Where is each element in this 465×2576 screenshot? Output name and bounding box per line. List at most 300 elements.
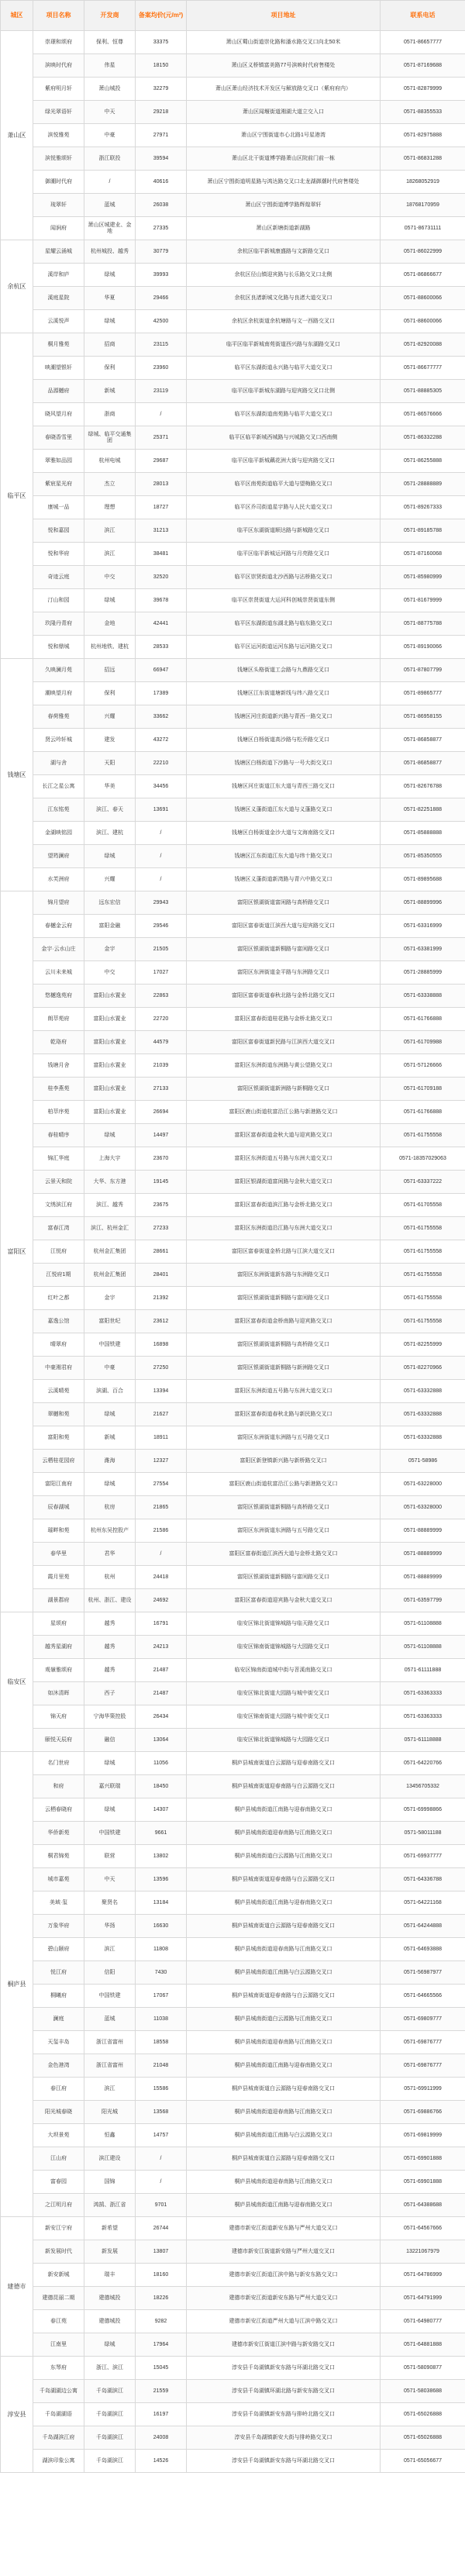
- phone-cell: 0571-63332888: [381, 1380, 465, 1403]
- project-name-cell: 湖与舍: [33, 752, 84, 775]
- address-cell: 临平区运河街道运河东路与运河路交叉口: [187, 636, 381, 659]
- developer-cell: 富阳山水置业: [84, 1101, 136, 1124]
- table-row: [1, 1147, 465, 1171]
- developer-cell: 滨江: [84, 519, 136, 543]
- project-name-cell: 星耀云涌城: [33, 240, 84, 264]
- table-row: [1, 1380, 465, 1403]
- table-row: [1, 357, 465, 380]
- phone-cell: 0571-69901888: [381, 2171, 465, 2194]
- address-cell: 富阳区鹿山街道杭富沿江公路与新港路交叉口: [187, 1473, 381, 1496]
- developer-cell: 新希望: [84, 2217, 136, 2240]
- avg-price-cell: 29687: [136, 450, 187, 473]
- phone-cell: 0571-69809777: [381, 2008, 465, 2031]
- address-cell: 萧山区宁围街道市心北路1号星港湾: [187, 124, 381, 147]
- table-row: [1, 1589, 465, 1612]
- developer-cell: 富阳山水置业: [84, 985, 136, 1008]
- project-name-cell: 春江府: [33, 2078, 84, 2101]
- project-name-cell: 品源樾府: [33, 380, 84, 403]
- address-cell: 富阳区银湖街道新桐路与高桥路交叉口: [187, 1496, 381, 1519]
- project-name-cell: 红叶之都: [33, 1287, 84, 1310]
- phone-cell: 0571-88885305: [381, 380, 465, 403]
- table-row: [1, 1310, 465, 1333]
- table-row: [1, 1101, 465, 1124]
- address-cell: 萧山区宁围街道明星路与鸿达路交叉口北龙湖御潮时代府售楼处: [187, 171, 381, 194]
- address-cell: 富阳区东洲街道沿江路与东洲大道交叉口: [187, 1217, 381, 1240]
- project-name-cell: 嘉逸公馆: [33, 1310, 84, 1333]
- project-name-cell: 晓风望月府: [33, 403, 84, 426]
- project-name-cell: 云溪悦声: [33, 310, 84, 333]
- avg-price-cell: 28533: [136, 636, 187, 659]
- project-name-cell: 云溪晴苑: [33, 1380, 84, 1403]
- avg-price-cell: 39594: [136, 147, 187, 171]
- project-name-cell: 崇璟和颂府: [33, 31, 84, 54]
- developer-cell: 远东宏信: [84, 891, 136, 915]
- phone-cell: 0571-57126666: [381, 1054, 465, 1078]
- address-cell: 桐庐县城南街道白云源路与江南路交叉口: [187, 2008, 381, 2031]
- address-cell: 临平区临平新城西城路与兴城路交叉口西南侧: [187, 426, 381, 450]
- phone-cell: 0571-89185788: [381, 519, 465, 543]
- header-address: 项目地址: [187, 1, 381, 31]
- table-row: [1, 1403, 465, 1426]
- developer-cell: 杭房: [84, 1496, 136, 1519]
- project-name-cell: 湖滨印象公寓: [33, 2450, 84, 2473]
- developer-cell: 绿城: [84, 1752, 136, 1775]
- developer-cell: 滨江: [84, 543, 136, 566]
- developer-cell: 杰立: [84, 473, 136, 496]
- table-row: [1, 1426, 465, 1450]
- project-name-cell: 悦和鼎城: [33, 636, 84, 659]
- avg-price-cell: 23115: [136, 333, 187, 357]
- address-cell: 萧山区北干街道博学路萧山区院前门前一栋: [187, 147, 381, 171]
- table-row: [1, 1636, 465, 1659]
- phone-cell: 0571-61709188: [381, 1078, 465, 1101]
- avg-price-cell: 21559: [136, 2380, 187, 2403]
- developer-cell: 联营: [84, 1845, 136, 1868]
- project-name-cell: 越秀星湖府: [33, 1636, 84, 1659]
- avg-price-cell: 21048: [136, 2054, 187, 2078]
- developer-cell: 绿城: [84, 310, 136, 333]
- address-cell: 临平区乔司街道星宇路与人民大道交叉口: [187, 496, 381, 519]
- table-row: [1, 473, 465, 496]
- address-cell: 桐庐县城南街道白云源路与迎春南路交叉口: [187, 2078, 381, 2101]
- avg-price-cell: /: [136, 2147, 187, 2171]
- table-row: [1, 1333, 465, 1357]
- project-name-cell: 康城一品: [33, 496, 84, 519]
- developer-cell: 千岛湖滨江: [84, 2450, 136, 2473]
- avg-price-cell: 28401: [136, 1264, 187, 1287]
- phone-cell: 0571-86731111: [381, 217, 465, 240]
- project-name-cell: 之江明月府: [33, 2194, 84, 2217]
- phone-cell: 0571-58986: [381, 1450, 465, 1473]
- table-row: [1, 2240, 465, 2264]
- developer-cell: 千岛湖滨江: [84, 2380, 136, 2403]
- address-cell: 临安区锦北街道锦城路与临天路交叉口: [187, 1612, 381, 1636]
- avg-price-cell: 14757: [136, 2124, 187, 2147]
- address-cell: 桐庐县城南街道迎春南路与江南路交叉口: [187, 1938, 381, 1961]
- table-row: [1, 2101, 465, 2124]
- avg-price-cell: 21865: [136, 1496, 187, 1519]
- developer-cell: 千岛湖滨江: [84, 2403, 136, 2426]
- address-cell: 钱塘区义蓬街道新湾路与青六中路交叉口: [187, 868, 381, 891]
- project-name-cell: 桐君锦苑: [33, 1845, 84, 1868]
- avg-price-cell: 29466: [136, 287, 187, 310]
- table-row: [1, 1891, 465, 1915]
- phone-cell: 0571-61755558: [381, 1217, 465, 1240]
- project-name-cell: 溪庭星院: [33, 287, 84, 310]
- avg-price-cell: 27554: [136, 1473, 187, 1496]
- phone-cell: 0571-86866677: [381, 264, 465, 287]
- phone-cell: 0571-61705558: [381, 1194, 465, 1217]
- developer-cell: 杭州东吴控股产: [84, 1519, 136, 1543]
- phone-cell: 0571-89865777: [381, 682, 465, 705]
- address-cell: 临安区锦南街道城中街与苕溪南路交叉口: [187, 1659, 381, 1682]
- avg-price-cell: 25371: [136, 426, 187, 450]
- address-cell: 萧山区闻堰街道湘湖大道立交入口: [187, 101, 381, 124]
- phone-cell: 0571-82879999: [381, 78, 465, 101]
- address-cell: 富阳区东洲街道五号路与东洲大道交叉口: [187, 1147, 381, 1171]
- project-name-cell: 长江之星公寓: [33, 775, 84, 798]
- project-name-cell: 华侨新苑: [33, 1822, 84, 1845]
- address-cell: 桐庐县城南街道江南路与迎春南路交叉口: [187, 2054, 381, 2078]
- avg-price-cell: 39993: [136, 264, 187, 287]
- developer-cell: 鸿鹄、浙江省: [84, 2194, 136, 2217]
- phone-cell: 0571-69911999: [381, 2078, 465, 2101]
- table-row: [1, 426, 465, 450]
- address-cell: 富阳区银湖街道新洲路与新桐路交叉口: [187, 1078, 381, 1101]
- table-row: [1, 1264, 465, 1287]
- developer-cell: 恒鑫: [84, 2124, 136, 2147]
- table-row: [1, 915, 465, 938]
- address-cell: 钱塘区头格街道工会路与九鼎路交叉口: [187, 659, 381, 682]
- project-name-cell: 阳光城春晓: [33, 2101, 84, 2124]
- phone-cell: 0571-18357029063: [381, 1147, 465, 1171]
- address-cell: 萧山区蜀山街道崇化路和潘水路交叉口向北50米: [187, 31, 381, 54]
- phone-cell: 18768170959: [381, 194, 465, 217]
- avg-price-cell: 26744: [136, 2217, 187, 2240]
- project-name-cell: 桂李燕苑: [33, 1078, 84, 1101]
- developer-cell: 绿城: [84, 1473, 136, 1496]
- project-name-cell: 霞月里苑: [33, 1566, 84, 1589]
- address-cell: 临平区崇贤街道大运河科创城崇贤街道东侧: [187, 589, 381, 612]
- phone-cell: 0571-88889999: [381, 1566, 465, 1589]
- developer-cell: 招远: [84, 659, 136, 682]
- project-name-cell: 悦和华府: [33, 543, 84, 566]
- avg-price-cell: 13064: [136, 1729, 187, 1752]
- avg-price-cell: 21039: [136, 1054, 187, 1078]
- address-cell: 建德市新安江街道江滨中路与新安路交叉口: [187, 2333, 381, 2357]
- table-row: [1, 217, 465, 240]
- address-cell: 桐庐县城南街道白云源路与江南路交叉口: [187, 1845, 381, 1868]
- table-row: [1, 612, 465, 636]
- avg-price-cell: 39678: [136, 589, 187, 612]
- address-cell: 萧山区新塘街道新湖路: [187, 217, 381, 240]
- developer-cell: 浙江、滨江: [84, 2357, 136, 2380]
- project-name-cell: 金湖映铭园: [33, 822, 84, 845]
- table-row: [1, 1217, 465, 1240]
- address-cell: 富阳区富春街道迎宾路与金秋大道交叉口: [187, 1589, 381, 1612]
- table-row: [1, 171, 465, 194]
- table-row: [1, 543, 465, 566]
- phone-cell: 0571-81679999: [381, 589, 465, 612]
- avg-price-cell: 17964: [136, 2333, 187, 2357]
- address-cell: 富阳区银湖街道新桐路与新洲路交叉口: [187, 1357, 381, 1380]
- developer-cell: 滨江、越秀: [84, 1194, 136, 1217]
- phone-cell: 0571-63597799: [381, 1589, 465, 1612]
- table-row: [1, 1845, 465, 1868]
- project-name-cell: 春樾金云府: [33, 915, 84, 938]
- phone-cell: 0571-56987977: [381, 1961, 465, 1985]
- avg-price-cell: 26694: [136, 1101, 187, 1124]
- address-cell: 富阳区银湖街道新桐路与富闲路交叉口: [187, 1287, 381, 1310]
- avg-price-cell: 11808: [136, 1938, 187, 1961]
- project-name-cell: 碧山颐府: [33, 1938, 84, 1961]
- table-row: [1, 798, 465, 822]
- table-row: [1, 1752, 465, 1775]
- address-cell: 临安区锦南街道大园路与城中街交叉口: [187, 1705, 381, 1729]
- developer-cell: 杭州电城: [84, 450, 136, 473]
- phone-cell: 0571-88889999: [381, 1519, 465, 1543]
- project-name-cell: 观嶺雅颂府: [33, 1659, 84, 1682]
- address-cell: 桐庐县城南街道江南路与白云源路交叉口: [187, 2124, 381, 2147]
- district-cell: 桐庐县: [1, 1752, 33, 2217]
- project-name-cell: 颐悦天辰府: [33, 1729, 84, 1752]
- table-row: [1, 78, 465, 101]
- avg-price-cell: 29546: [136, 915, 187, 938]
- address-cell: 临安区锦北街道大园路与城中街交叉口: [187, 1682, 381, 1705]
- table-row: [1, 310, 465, 333]
- phone-cell: 0571-82975888: [381, 124, 465, 147]
- address-cell: 富阳区富春街道金桥北路与江滨大道交叉口: [187, 1240, 381, 1264]
- table-row: [1, 705, 465, 729]
- district-cell: 萧山区: [1, 31, 33, 240]
- phone-cell: 0571-61108888: [381, 1636, 465, 1659]
- project-name-cell: 和府: [33, 1775, 84, 1798]
- address-cell: 桐庐县城南街道迎春南路与江南路交叉口: [187, 2031, 381, 2054]
- avg-price-cell: 7430: [136, 1961, 187, 1985]
- project-name-cell: 汀山和园: [33, 589, 84, 612]
- phone-cell: 0571-88600066: [381, 287, 465, 310]
- developer-cell: 华夏: [84, 287, 136, 310]
- developer-cell: 聚贤名: [84, 1891, 136, 1915]
- table-row: [1, 2124, 465, 2147]
- avg-price-cell: 24418: [136, 1566, 187, 1589]
- developer-cell: 富阳世纪: [84, 1310, 136, 1333]
- phone-cell: 0571-63363333: [381, 1682, 465, 1705]
- developer-cell: 绿城: [84, 1403, 136, 1426]
- address-cell: 钱塘区白杨街道高沙路与松乔路交叉口: [187, 729, 381, 752]
- table-row: [1, 2171, 465, 2194]
- address-cell: 临平区东湖街道南苑路与临平大道交叉口: [187, 403, 381, 426]
- address-cell: 富阳区银湖街道新桐路与富闲路交叉口: [187, 1566, 381, 1589]
- table-row: [1, 589, 465, 612]
- avg-price-cell: 33375: [136, 31, 187, 54]
- avg-price-cell: 21586: [136, 1519, 187, 1543]
- avg-price-cell: 17027: [136, 961, 187, 985]
- address-cell: 临平区南苑街道临平大道与望梅路交叉口: [187, 473, 381, 496]
- address-cell: 富阳区东洲街道新东路与东洲路交叉口: [187, 1264, 381, 1287]
- address-cell: 建德市新安江街道严州大道与江滨中路交叉口: [187, 2310, 381, 2333]
- header-district: 城区: [1, 1, 33, 31]
- address-cell: 淳安县千岛湖镇环湖北路与新安东路交叉口: [187, 2380, 381, 2403]
- avg-price-cell: 11056: [136, 1752, 187, 1775]
- avg-price-cell: 42441: [136, 612, 187, 636]
- avg-price-cell: 13802: [136, 1845, 187, 1868]
- project-name-cell: 新安新城: [33, 2264, 84, 2287]
- table-row: [1, 2264, 465, 2287]
- developer-cell: 杭州地铁、建杭: [84, 636, 136, 659]
- avg-price-cell: 13691: [136, 798, 187, 822]
- project-name-cell: 锦天府: [33, 1705, 84, 1729]
- project-name-cell: 悦和嘉园: [33, 519, 84, 543]
- developer-cell: 保利、恒尊: [84, 31, 136, 54]
- developer-cell: 融信: [84, 1729, 136, 1752]
- developer-cell: 招商: [84, 333, 136, 357]
- phone-cell: 0571-61755558: [381, 1287, 465, 1310]
- developer-cell: 建德城投: [84, 2310, 136, 2333]
- project-name-cell: 美域·玺: [33, 1891, 84, 1915]
- table-row: [1, 1822, 465, 1845]
- project-name-cell: 江山府: [33, 2147, 84, 2171]
- phone-cell: 0571-82676788: [381, 775, 465, 798]
- address-cell: 临平区东湖街道顺达路与新城路交叉口: [187, 519, 381, 543]
- address-cell: 临平区临平新城南苑街道西兴路与东湖路交叉口: [187, 333, 381, 357]
- phone-cell: 0571-86831288: [381, 147, 465, 171]
- project-name-cell: 翠樾和苑: [33, 1403, 84, 1426]
- developer-cell: 天阳: [84, 752, 136, 775]
- address-cell: 淳安县千岛湖镇新安东路与环湖北路交叉口: [187, 2357, 381, 2380]
- developer-cell: 蓝城: [84, 2008, 136, 2031]
- avg-price-cell: 44579: [136, 1031, 187, 1054]
- developer-cell: 越秀: [84, 1636, 136, 1659]
- district-cell: 淳安县: [1, 2357, 33, 2473]
- table-row: [1, 2054, 465, 2078]
- address-cell: 钱塘区河庄街道江东大道与青西三路交叉口: [187, 775, 381, 798]
- table-row: [1, 891, 465, 915]
- address-cell: 桐庐县城南街道江南路与白云源路交叉口: [187, 1961, 381, 1985]
- project-name-cell: 琉翠轩: [33, 194, 84, 217]
- developer-cell: 国锦: [84, 2171, 136, 2194]
- project-name-cell: 江悦府: [33, 1240, 84, 1264]
- developer-cell: 中国铁建: [84, 1985, 136, 2008]
- developer-cell: 中天: [84, 1868, 136, 1891]
- phone-cell: 0571-82251888: [381, 798, 465, 822]
- address-cell: 富阳区东洲街道五号路与东洲大道交叉口: [187, 1380, 381, 1403]
- phone-cell: 0571-87160068: [381, 543, 465, 566]
- table-row: [1, 938, 465, 961]
- avg-price-cell: 13394: [136, 1380, 187, 1403]
- project-name-cell: 湖景郡府: [33, 1589, 84, 1612]
- address-cell: 桐庐县城南街道江南路与迎春南路交叉口: [187, 1798, 381, 1822]
- phone-cell: 0571-88899996: [381, 891, 465, 915]
- phone-cell: 0571-82255999: [381, 1333, 465, 1357]
- project-name-cell: 玖隆丹青府: [33, 612, 84, 636]
- avg-price-cell: 34456: [136, 775, 187, 798]
- phone-cell: 0571-63332888: [381, 1403, 465, 1426]
- developer-cell: 中豪: [84, 124, 136, 147]
- project-name-cell: 春华里: [33, 1543, 84, 1566]
- phone-cell: 0571-61118888: [381, 1729, 465, 1752]
- address-cell: 临平区崇贤街道北沙西路与沾桥路交叉口: [187, 566, 381, 589]
- project-name-cell: 名门世府: [33, 1752, 84, 1775]
- address-cell: 余杭区临平新城康盛路与文新路交叉口: [187, 240, 381, 264]
- phone-cell: 0571-58038688: [381, 2380, 465, 2403]
- project-name-cell: 云栖桂花园府: [33, 1450, 84, 1473]
- phone-cell: 0571-85888888: [381, 822, 465, 845]
- avg-price-cell: 18727: [136, 496, 187, 519]
- header-project-name: 项目名称: [33, 1, 84, 31]
- project-name-cell: 文绣滨江府: [33, 1194, 84, 1217]
- project-name-cell: 中豪湘君府: [33, 1357, 84, 1380]
- table-row: [1, 1961, 465, 1985]
- address-cell: 桐庐县城南街道迎春南路与白云源路交叉口: [187, 1985, 381, 2008]
- developer-cell: 西子: [84, 1682, 136, 1705]
- phone-cell: 0571-61766888: [381, 1008, 465, 1031]
- avg-price-cell: 18911: [136, 1426, 187, 1450]
- project-name-cell: 钱塘月舍: [33, 1054, 84, 1078]
- address-cell: 临平区东湖街道东湖北路与临东路交叉口: [187, 612, 381, 636]
- developer-cell: 杭州: [84, 1566, 136, 1589]
- phone-cell: 0571-28885999: [381, 961, 465, 985]
- address-cell: 富阳区银湖街道新桐路与高桥路交叉口: [187, 1333, 381, 1357]
- avg-price-cell: /: [136, 403, 187, 426]
- avg-price-cell: 31213: [136, 519, 187, 543]
- table-row: [1, 519, 465, 543]
- avg-price-cell: 43272: [136, 729, 187, 752]
- table-row: [1, 1473, 465, 1496]
- phone-cell: 0571-64665566: [381, 1985, 465, 2008]
- phone-cell: 0571-64786999: [381, 2264, 465, 2287]
- avg-price-cell: 13596: [136, 1868, 187, 1891]
- address-cell: 富阳区富春街道金秋大道与迎宾路交叉口: [187, 1124, 381, 1147]
- address-cell: 余杭区良渚新城文化路与良渚大道交叉口: [187, 287, 381, 310]
- table-row: [1, 264, 465, 287]
- phone-cell: 0571-88355533: [381, 101, 465, 124]
- phone-cell: 18268052919: [381, 171, 465, 194]
- phone-cell: 0571-64791999: [381, 2287, 465, 2310]
- avg-price-cell: /: [136, 2171, 187, 2194]
- phone-cell: 0571-64980777: [381, 2310, 465, 2333]
- phone-cell: 0571-64567666: [381, 2217, 465, 2240]
- developer-cell: 绿城: [84, 845, 136, 868]
- avg-price-cell: 24692: [136, 1589, 187, 1612]
- developer-cell: 华美: [84, 775, 136, 798]
- phone-cell: 0571-69876777: [381, 2054, 465, 2078]
- phone-cell: 0571-69886766: [381, 2101, 465, 2124]
- address-cell: 富阳区银湖街道富闲路与金秋大道交叉口: [187, 1171, 381, 1194]
- project-name-cell: 贤云吟轩城: [33, 729, 84, 752]
- avg-price-cell: 9661: [136, 1822, 187, 1845]
- avg-price-cell: /: [136, 868, 187, 891]
- project-name-cell: 建德昆丽二期: [33, 2287, 84, 2310]
- table-row: [1, 2287, 465, 2310]
- phone-cell: 0571-61755558: [381, 1240, 465, 1264]
- table-row: [1, 1729, 465, 1752]
- table-row: [1, 1659, 465, 1682]
- address-cell: 桐庐县城南街道白云源路与迎春南路交叉口: [187, 1752, 381, 1775]
- address-cell: 桐庐县城南街道白云源路与迎春南路交叉口: [187, 1915, 381, 1938]
- project-name-cell: 望筠澜府: [33, 845, 84, 868]
- avg-price-cell: 21505: [136, 938, 187, 961]
- project-name-cell: 溪岸和庐: [33, 264, 84, 287]
- developer-cell: 滨江建设: [84, 2147, 136, 2171]
- phone-cell: 0571-64220766: [381, 1752, 465, 1775]
- phone-cell: 0571-61755558: [381, 1124, 465, 1147]
- phone-cell: 0571-61108888: [381, 1612, 465, 1636]
- project-name-cell: 朗萃苑府: [33, 1008, 84, 1031]
- phone-cell: 0571-64693888: [381, 1938, 465, 1961]
- phone-cell: 0571-69876777: [381, 2031, 465, 2054]
- table-header-row: [1, 1, 465, 31]
